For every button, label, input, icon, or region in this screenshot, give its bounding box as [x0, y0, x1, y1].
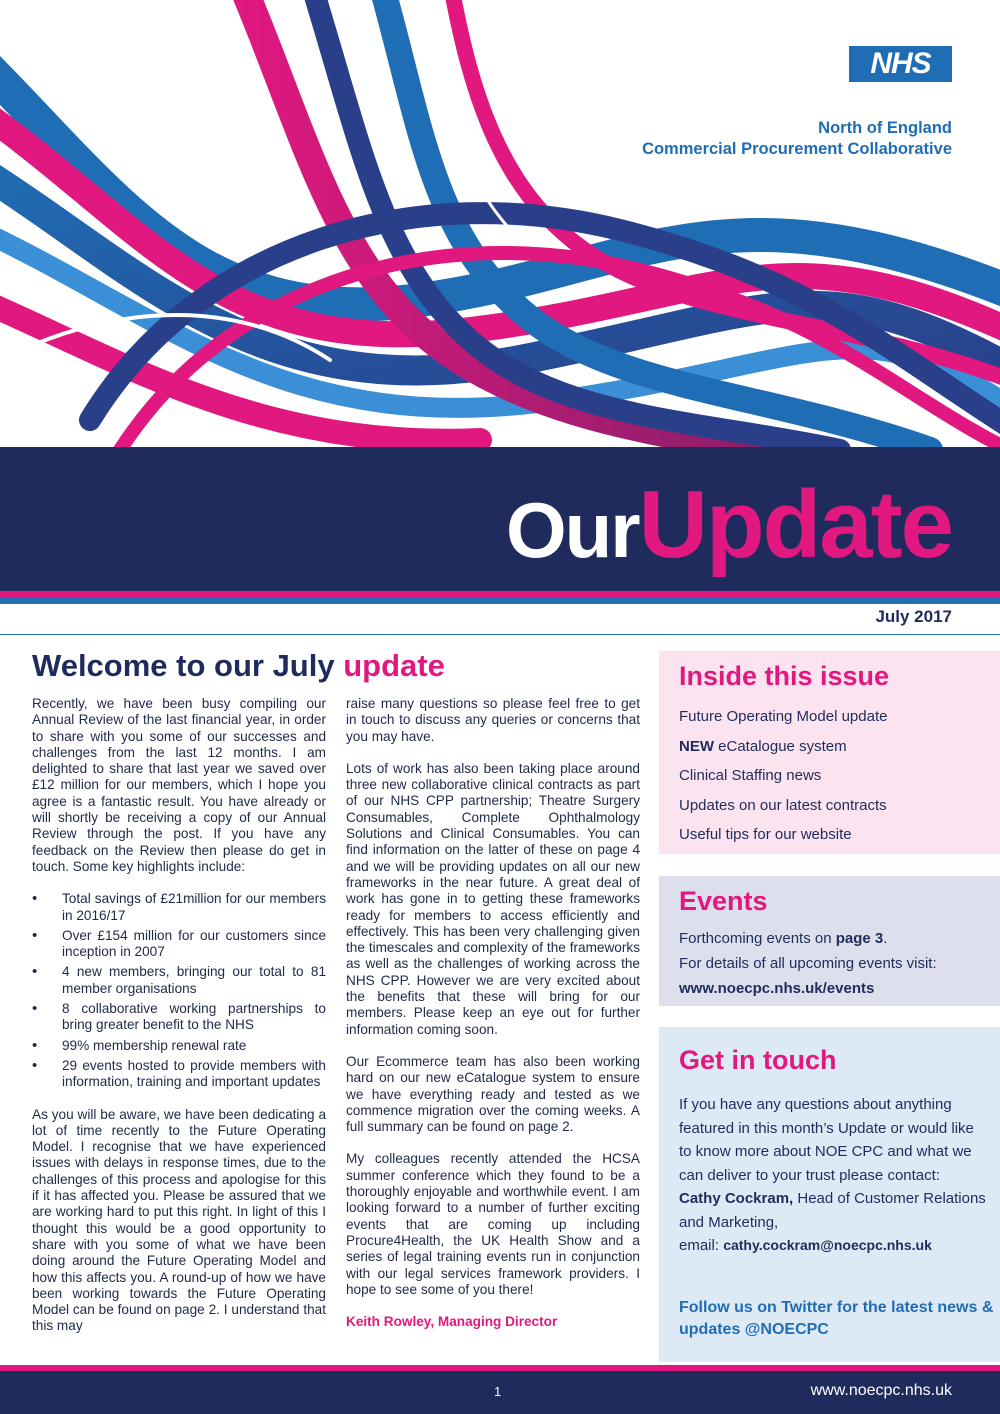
headline-text: Welcome to our July	[32, 648, 344, 683]
author-signature: Keith Rowley, Managing Director	[346, 1314, 558, 1330]
events-text: Forthcoming events on	[679, 930, 836, 947]
contact-role: Head of Customer Relations and Marketing,	[679, 1190, 986, 1231]
events-body	[679, 928, 937, 1003]
article-paragraph: Lots of work has also been taking place around three new collaborative clinical contracts as part of our NHS CPP partnership; Theatre Surgery Consumables, Complete Ophthalmology Solutions and Clinical Consumables. You can find information on the latter of these on page 4 and we will be providing updates on all our new frameworks in the near future. A great deal of work has gone in to getting these frameworks ready for members to access efficiently and effectively. This has been very challenging given the timescales and complexity of the frameworks as well as the challenges of working across the NHS CPP. However we are very excited about the benefits that these will bring for our members. Please keep an eye out for further information coming soon.	[346, 760, 640, 1037]
contents-item[interactable]: Useful tips for our website	[679, 826, 852, 843]
list-item: • 29 events hosted to provide members with information, training and important updates	[32, 1058, 326, 1091]
contact-title: Get in touch	[679, 1045, 837, 1075]
banner-stripe-blue	[0, 598, 1000, 604]
inside-this-issue-box	[659, 651, 1000, 854]
title-word-update: Update	[638, 471, 952, 578]
highlights-list	[32, 891, 326, 1090]
contact-body	[679, 1093, 989, 1258]
article-column-2	[346, 696, 640, 1346]
article-paragraph: As you will be aware, we have been dedicating a lot of time recently to the Future Operating Model. I recognise that we have experienced issues with delays in response times, due to the challenges of this process and apologise for this if it has affected you. Please be assured that we are working hard to put this right. In light of this I thought this would be a good opportunity to share with you some of what we have been doing around the Future Operating Model and how this affects you. A round-up of how we have been working towards the Future Operating Model can be found on page 2. I understand that this may	[32, 1106, 326, 1334]
new-label: NEW	[679, 737, 714, 755]
events-box	[659, 876, 1000, 1006]
events-line	[679, 928, 937, 949]
divider-line	[0, 634, 1000, 635]
events-page-ref[interactable]: page 3	[835, 930, 884, 947]
list-item: • Total savings of £21million for our members in 2016/17	[32, 891, 326, 924]
contact-email-link[interactable]: cathy.cockram@noecpc.nhs.uk	[723, 1237, 932, 1253]
title-word-our: Our	[505, 486, 639, 574]
list-item: • 4 new members, bringing our total to 81 member organisations	[32, 964, 326, 997]
twitter-follow-link[interactable]: Follow us on Twitter for the latest news & updates @NOECPC	[679, 1299, 994, 1338]
contact-name: Cathy Cockram,	[679, 1190, 794, 1207]
email-label: email:	[679, 1237, 724, 1254]
organisation-name	[642, 118, 952, 160]
newsletter-title	[506, 470, 952, 585]
events-link[interactable]: www.noecpc.nhs.uk/events	[679, 980, 875, 997]
issue-date: July 2017	[875, 607, 952, 626]
contents-list	[679, 706, 887, 854]
article-paragraph: Recently, we have been busy compiling our Annual Review of the last financial year, in order to share with you some of our successes and challenges from the last 12 months. I am delighted to share that last year we saved over £12 million for our members, which I hope you agree is a fantastic result. You have already or will shortly be receiving a copy of our Annual Review through the post. If you have any feedback on the Review then please do get in touch. Some key highlights include:	[32, 696, 326, 874]
headline-highlight: update	[343, 648, 445, 683]
contents-item[interactable]: Future Operating Model update	[679, 708, 888, 725]
article-paragraph: Our Ecommerce team has also been working hard on our new eCatalogue system to ensure we have everything ready and tested as we commence migration over the coming weeks. A full summary can be found on page 2.	[346, 1053, 640, 1135]
contact-person	[679, 1187, 989, 1234]
contents-item[interactable]	[679, 736, 887, 757]
contents-item[interactable]: Updates on our latest contracts	[679, 796, 887, 814]
list-item: • 99% membership renewal rate	[32, 1038, 326, 1054]
org-name-line2: Commercial Procurement Collaborative	[642, 140, 952, 158]
article-headline	[32, 648, 445, 684]
contact-box	[659, 1027, 1000, 1362]
article-column-1	[32, 696, 326, 1351]
list-item: • Over £154 million for our customers since inception in 2007	[32, 928, 326, 961]
list-item: • 8 collaborative working partnerships to bring greater benefit to the NHS	[32, 1001, 326, 1034]
contents-item[interactable]: Clinical Staffing news	[679, 767, 822, 784]
article-paragraph: raise many questions so please feel free to get in touch to discuss any queries or concerns that you may have.	[346, 696, 640, 744]
events-details-text: For details of all upcoming events visit:	[679, 955, 937, 972]
inside-this-issue-title: Inside this issue	[679, 661, 890, 691]
header-artwork	[0, 0, 1000, 450]
page-number: 1	[494, 1384, 502, 1399]
article-paragraph: My colleagues recently attended the HCSA summer conference which they found to be a thoroughly enjoyable and worthwhile event. I am looking forward to a number of further exciting events that are coming up including Procure4Health, the UK Health Show and a series of legal training events run in conjunction with our legal services framework providers. I hope to see some of you there!	[346, 1151, 640, 1297]
events-text-end: .	[883, 930, 888, 947]
contact-intro: If you have any questions about anything featured in this month’s Update or would like to know more about NOE CPC and what we can deliver to your trust please contact:	[679, 1096, 974, 1184]
events-title: Events	[679, 886, 768, 916]
contact-email-line	[679, 1234, 989, 1258]
contents-item-text: eCatalogue system	[714, 737, 847, 755]
nhs-logo: NHS	[849, 46, 952, 82]
footer-website-link[interactable]: www.noecpc.nhs.uk	[810, 1382, 952, 1399]
banner-stripe-pink	[0, 591, 1000, 598]
org-name-line1: North of England	[818, 119, 952, 137]
